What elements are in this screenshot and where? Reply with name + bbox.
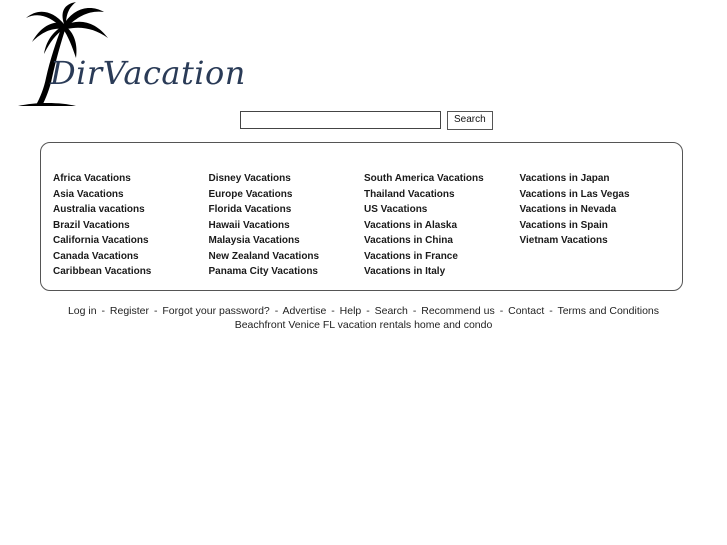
category-link[interactable]: Vacations in Italy [364, 266, 446, 277]
footer-link[interactable]: Forgot your password? [162, 305, 270, 317]
footer-links [0, 304, 727, 318]
footer-link[interactable]: Log in [67, 305, 97, 317]
category-link[interactable]: Panama City Vacations [208, 266, 318, 277]
footer-link[interactable]: Help [339, 305, 362, 317]
links-column [53, 171, 209, 280]
category-link[interactable]: US Vacations [364, 204, 428, 215]
footer-link[interactable]: Contact [508, 305, 545, 317]
links-column [520, 171, 676, 280]
category-link[interactable]: Vietnam Vacations [519, 235, 608, 246]
category-link[interactable]: Canada Vacations [53, 250, 139, 262]
site-logo[interactable] [16, 2, 246, 108]
category-link[interactable]: Vacations in Alaska [364, 219, 458, 231]
search-input[interactable] [240, 111, 441, 129]
category-link[interactable]: Caribbean Vacations [53, 266, 152, 277]
footer-separator: - [499, 305, 504, 317]
category-link[interactable]: Australia vacations [53, 204, 145, 215]
footer-link[interactable]: Terms and Conditions [557, 305, 660, 317]
footer-tagline[interactable] [0, 318, 727, 332]
footer-link[interactable]: Recommend us [421, 305, 495, 317]
category-link[interactable]: Vacations in Japan [519, 173, 610, 184]
footer-separator: - [549, 305, 553, 317]
tagline-link[interactable]: Beachfront Venice FL vacation rentals home and condo [234, 319, 493, 331]
footer-separator: - [274, 305, 279, 317]
footer-link[interactable]: Advertise [282, 305, 327, 317]
category-link[interactable]: California Vacations [53, 235, 149, 246]
category-links-panel [40, 142, 683, 291]
footer-link[interactable]: Search [374, 305, 408, 317]
search-bar [240, 110, 493, 130]
category-link[interactable]: New Zealand Vacations [208, 250, 320, 262]
category-link[interactable]: Vacations in Las Vegas [519, 188, 630, 200]
category-link[interactable]: Thailand Vacations [364, 188, 455, 200]
footer-separator: - [101, 305, 105, 317]
category-link[interactable]: Europe Vacations [208, 188, 293, 200]
category-link[interactable]: Malaysia Vacations [208, 235, 300, 246]
footer-separator: - [366, 305, 370, 317]
category-link[interactable]: Brazil Vacations [53, 219, 130, 231]
footer-separator: - [331, 305, 335, 317]
category-links-grid [53, 171, 675, 280]
category-link[interactable]: Vacations in Nevada [519, 204, 617, 215]
category-link[interactable]: Disney Vacations [208, 173, 291, 184]
category-link[interactable]: Vacations in Spain [519, 219, 608, 231]
category-link[interactable]: Vacations in China [364, 235, 453, 246]
category-link[interactable]: Hawaii Vacations [208, 219, 290, 231]
links-column [209, 171, 365, 280]
brand-name: DirVacation [50, 54, 246, 92]
category-link[interactable]: Asia Vacations [53, 188, 124, 200]
search-button[interactable]: Search [447, 111, 493, 130]
footer-separator: - [412, 305, 417, 317]
footer-separator: - [153, 305, 158, 317]
category-link[interactable]: Vacations in France [364, 250, 458, 262]
footer [0, 304, 727, 332]
category-link[interactable]: Florida Vacations [208, 204, 292, 215]
links-column [364, 171, 520, 280]
category-link[interactable]: South America Vacations [364, 173, 484, 184]
category-link[interactable]: Africa Vacations [53, 173, 131, 184]
footer-link[interactable]: Register [109, 305, 150, 317]
